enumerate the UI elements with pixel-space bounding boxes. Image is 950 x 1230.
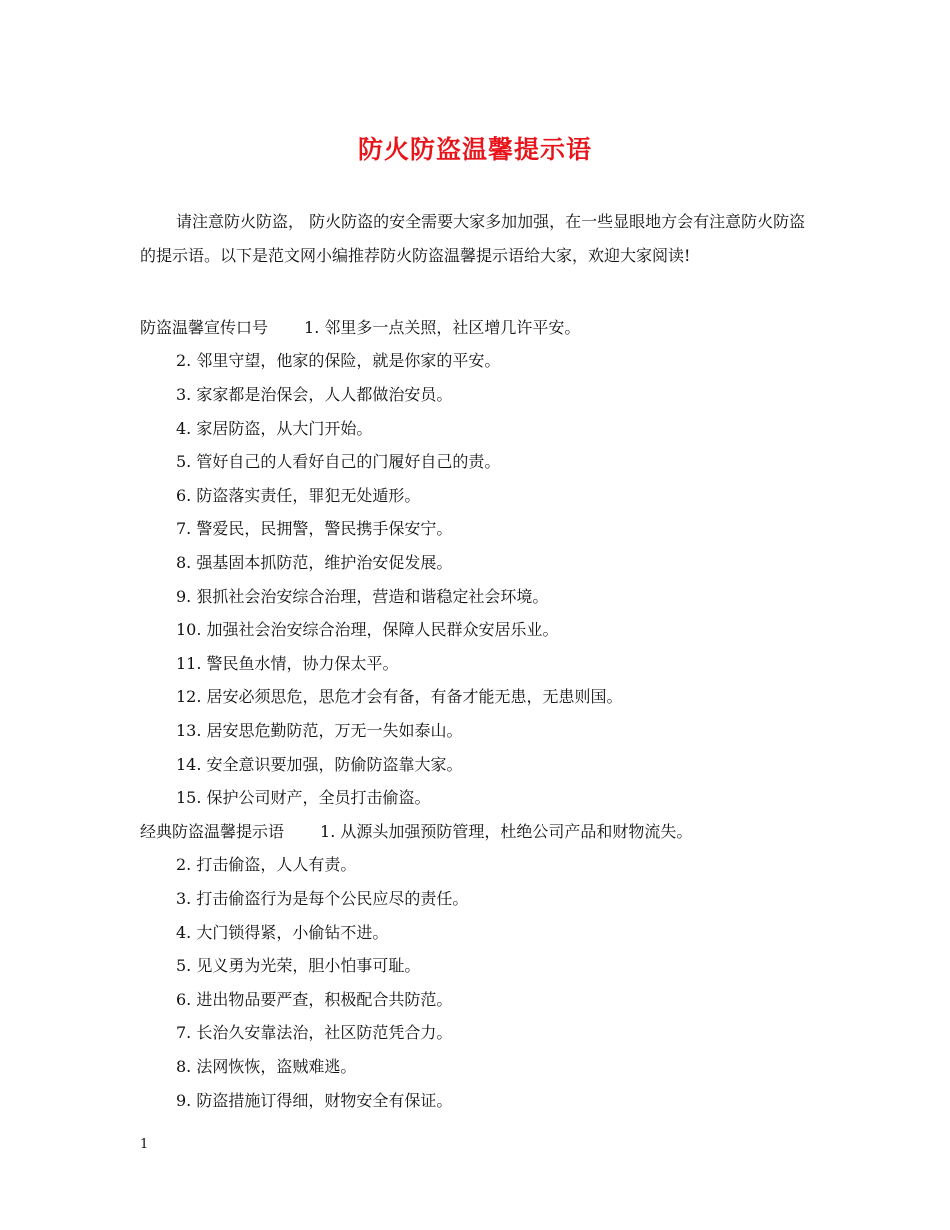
list-item: 5. 见义勇为光荣，胆小怕事可耻。 <box>176 956 421 975</box>
list-item: 6. 进出物品要严查，积极配合共防范。 <box>176 990 453 1009</box>
page-number: 1 <box>140 1137 149 1152</box>
list-item: 13. 居安思危勤防范，万无一失如泰山。 <box>176 721 463 740</box>
list-item: 3. 家家都是治保会，人人都做治安员。 <box>176 385 453 404</box>
section-heading-line <box>140 822 692 842</box>
list-item: 1. 邻里多一点关照，社区增几许平安。 <box>304 318 581 337</box>
list-item: 11. 警民鱼水情，协力保太平。 <box>176 654 399 673</box>
document-title: 防火防盗温馨提示语 <box>357 135 592 164</box>
list-item: 5. 管好自己的人看好自己的门履好自己的责。 <box>176 452 501 471</box>
list-item: 4. 家居防盗，从大门开始。 <box>176 419 373 438</box>
list-item: 8. 法网恢恢，盗贼难逃。 <box>176 1057 357 1076</box>
list-item: 1. 从源头加强预防管理，杜绝公司产品和财物流失。 <box>320 822 693 841</box>
list-item: 2. 打击偷盗，人人有责。 <box>176 855 357 874</box>
list-item: 10. 加强社会治安综合治理，保障人民群众安居乐业。 <box>176 620 559 639</box>
list-item: 3. 打击偷盗行为是每个公民应尽的责任。 <box>176 889 469 908</box>
list-item: 9. 狠抓社会治安综合治理，营造和谐稳定社会环境。 <box>176 587 549 606</box>
section-heading: 防盗温馨宣传口号 <box>140 318 269 337</box>
list-item: 14. 安全意识要加强，防偷防盗靠大家。 <box>176 755 463 774</box>
list-item: 6. 防盗落实责任，罪犯无处遁形。 <box>176 486 421 505</box>
list-item: 15. 保护公司财产，全员打击偷盗。 <box>176 788 431 807</box>
section-heading-line <box>140 318 580 338</box>
list-item: 7. 长治久安靠法治，社区防范凭合力。 <box>176 1023 453 1042</box>
list-item: 12. 居安必须思危，思危才会有备，有备才能无患，无患则国。 <box>176 687 623 706</box>
section-heading: 经典防盗温馨提示语 <box>140 822 285 841</box>
list-item: 4. 大门锁得紧，小偷钻不进。 <box>176 923 389 942</box>
list-item: 8. 强基固本抓防范，维护治安促发展。 <box>176 553 453 572</box>
list-item: 2. 邻里守望，他家的保险，就是你家的平安。 <box>176 351 501 370</box>
intro-paragraph: 请注意防火防盗， 防火防盗的安全需要大家多加加强，在一些显眼地方会有注意防火防盗的提示语。以下是范文网小编推荐防火防盗温馨提示语给大家，欢迎大家阅读! <box>140 212 806 265</box>
list-item: 7. 警爱民，民拥警，警民携手保安宁。 <box>176 519 453 538</box>
list-item: 9. 防盗措施订得细，财物安全有保证。 <box>176 1091 453 1110</box>
